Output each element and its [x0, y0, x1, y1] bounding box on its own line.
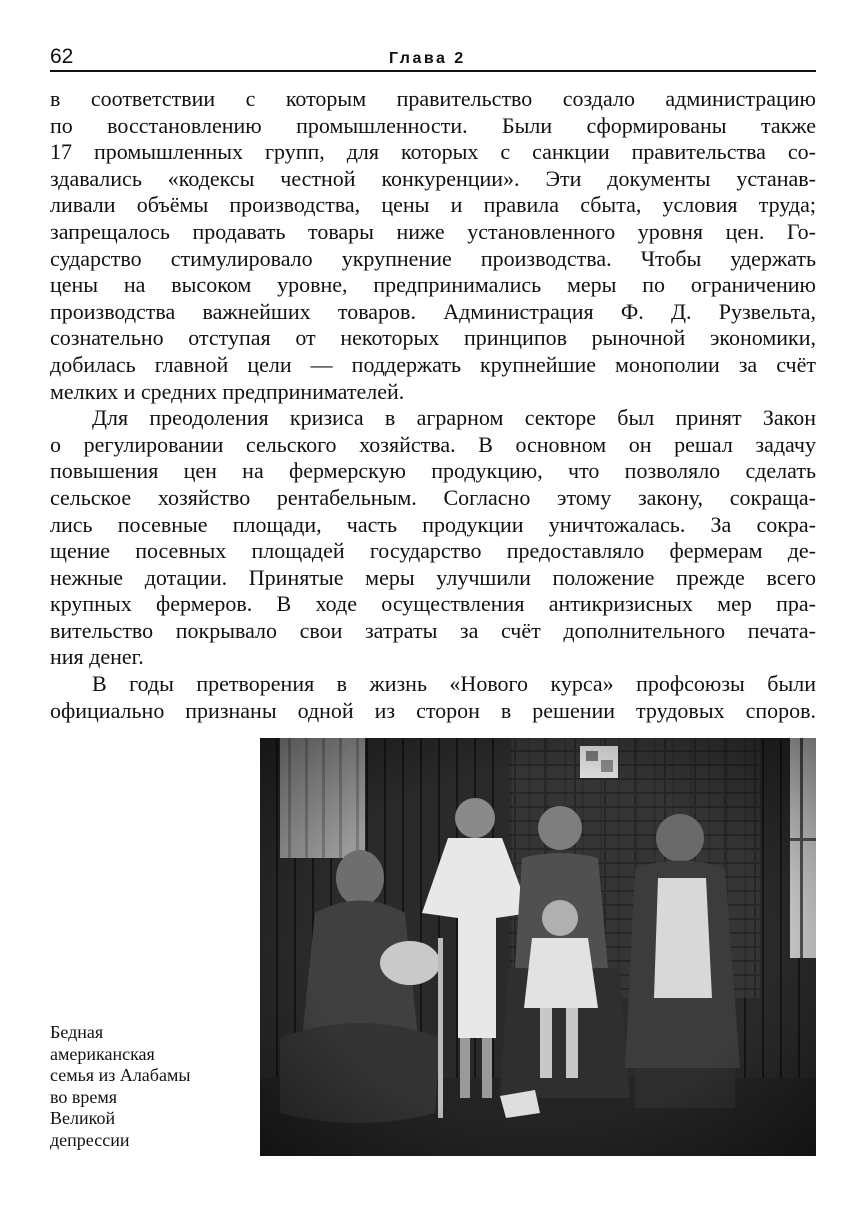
text-line: ния денег.: [50, 644, 144, 670]
text-line: о регулировании сельского хозяйства. В основном он решал задачу: [50, 431, 816, 457]
text-line: вительство покрывало свои затраты за счёт дополнительного печата-: [50, 617, 816, 643]
text-line: лись посевные площади, часть продукции уничтожалась. За сокра-: [50, 511, 816, 537]
caption-line: семья из Алабамы: [50, 1065, 191, 1085]
text-line: 17 промышленных групп, для которых с санкции правительства со-: [50, 139, 816, 165]
text-line: производства важнейших товаров. Администрация Ф. Д. Рузвельта,: [50, 298, 816, 324]
text-line: здавались «кодексы честной конкуренции». Эти документы устанав-: [50, 165, 816, 191]
text-line: сударство стимулировало укрупнение производства. Чтобы удержать: [50, 245, 816, 271]
text-line: В годы претворения в жизнь «Нового курса» профсоюзы были: [92, 671, 816, 697]
text-line: запрещалось продавать товары ниже установленного уровня цен. Го-: [50, 218, 816, 244]
photo-caption: [50, 1022, 250, 1151]
text-line: щение посевных площадей государство предоставляло фермерам де-: [50, 538, 816, 564]
text-line: цены на высоком уровне, предпринимались меры по ограничению: [50, 272, 816, 298]
family-photo-illustration: [260, 738, 816, 1156]
text-line: в соответствии с которым правительство создало администрацию: [50, 86, 816, 111]
paragraph-1: [50, 86, 816, 405]
family-photo: [260, 738, 816, 1156]
paragraph-3: [50, 671, 816, 724]
caption-line: депрессии: [50, 1129, 130, 1150]
text-line: Для преодоления кризиса в аграрном секторе был принят Закон: [92, 405, 816, 431]
text-line: мелких и средних предпринимателей.: [50, 378, 405, 404]
caption-line: Великой: [50, 1108, 116, 1128]
text-line: нежные дотации. Принятые меры улучшили положение прежде всего: [50, 564, 816, 590]
text-line: ливали объёмы производства, цены и правила сбыта, условия труда;: [50, 192, 816, 218]
paragraph-2: [50, 405, 816, 671]
caption-line: американская: [50, 1043, 155, 1064]
page-number: 62: [50, 45, 74, 68]
caption-line: во время: [50, 1086, 118, 1107]
text-line: крупных фермеров. В ходе осуществления антикризисных мер пра-: [50, 591, 816, 617]
body-text: [50, 86, 816, 724]
text-line: сельское хозяйство рентабельным. Согласно этому закону, сокраща-: [50, 484, 816, 510]
header-rule: [50, 70, 816, 72]
text-line: по восстановлению промышленности. Были сформированы также: [50, 112, 816, 138]
text-line: сознательно отступая от некоторых принципов рыночной экономики,: [50, 325, 816, 351]
caption-line: Бедная: [50, 1022, 104, 1042]
text-line: повышения цен на фермерскую продукцию, что позволяло сделать: [50, 458, 816, 484]
chapter-title: Глава 2: [389, 50, 466, 67]
text-line: добилась главной цели — поддержать крупнейшие монополии за счёт: [50, 351, 816, 377]
text-line: официально признаны одной из сторон в решении трудовых споров.: [50, 697, 816, 723]
